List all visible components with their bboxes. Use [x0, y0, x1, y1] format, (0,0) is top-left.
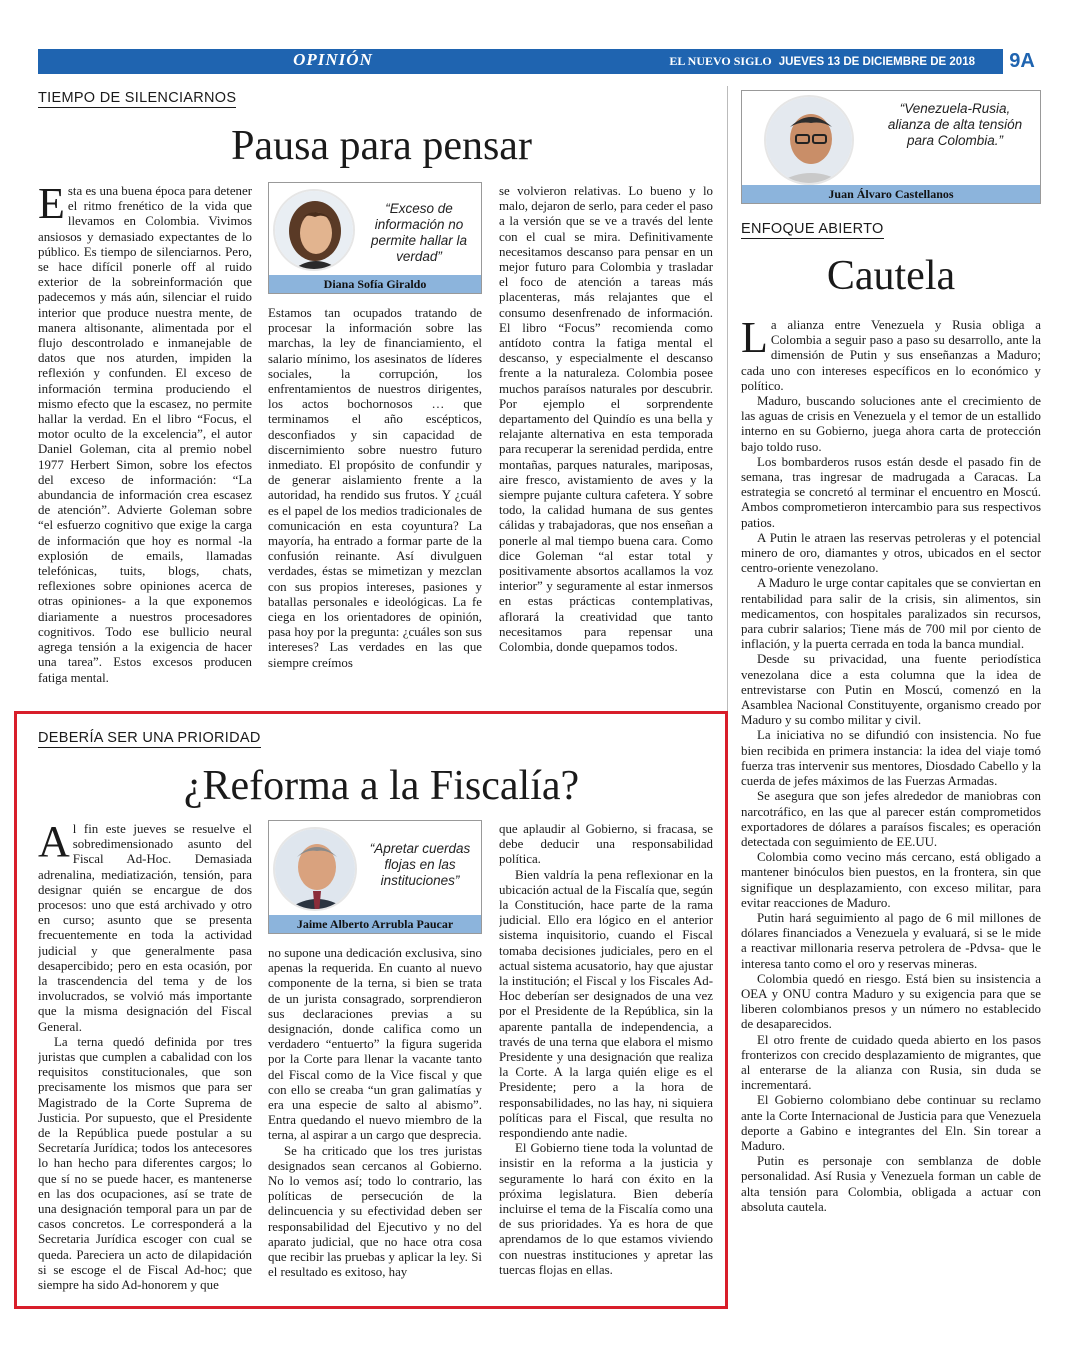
article2-col2-p1: no supone una dedicación exclusiva, sino apenas la requerida. En cuanto al nuevo componente de la terna, si bien se trata de un jurista consagrado, sorprendieron sus declaraciones previas a su designación, donde califica como un verdadero “entuerto” la figura sugerida por la Corte para llenar la vacante tanto del Fiscal como de la Vice fiscal y que con ello se creaba “un gran galimatías y era una especie de salto al abismo”. Entra quedando el nuevo miembro de la terna, al aspirar a un cargo que desprecia. — [268, 946, 482, 1143]
author-portrait-juan — [764, 95, 854, 185]
author-portrait-diana — [273, 189, 355, 271]
article3-p1: a alianza entre Venezuela y Rusia obliga a Colombia a seguir paso a paso su desarrollo, ante la dimensión de Putin y sus enseñanzas a Maduro; cada uno con intereses específicos en lo económico y político. — [741, 318, 1041, 393]
article3-kicker: ENFOQUE ABIERTO — [741, 221, 884, 237]
article1-column-1 — [38, 184, 252, 690]
article3-author-name: Juan Álvaro Castellanos — [742, 185, 1040, 203]
article1-kicker: TIEMPO DE SILENCIARNOS — [38, 90, 237, 106]
paper-name: EL NUEVO SIGLO — [669, 54, 772, 68]
article1-col1-p1: sta es una buena época para detener el ritmo frenético de la vida que llevamos en Colombia. Vivimos ansiosos y demasiado expectantes de lo público. Es tiempo de silenciarnos. Pero, se hace difícil ponerle off al ruido exterior de la sobreinformación que padecemos y más aún, silenciar el ruido interior que produce nuestra mente, de manera altisonante, alimentada por el flujo descontrolado e inmanejable de datos que nos aturden, impiden la reflexión y confunden. El exceso de información termina produciendo el mismo efecto que la escasez, no permite hallar la verdad. En el libro “Focus, el motor oculto de la excelencia”, el autor Daniel Goleman, cita al premio nobel 1977 Herbert Simon, sobre los efectos del exceso de información: “La abundancia de información crea escasez de atención”. Advierte Goleman sobre “el esfuerzo cognitivo que exige la carga de información que hoy es normal -la explosión de emails, llamadas telefónicas, tuits, blogs, chats, reflexiones sobre opiniones acerca de otras opiniones- a la que exponemos diariamente a nuestros procesadores cognitivos. Todo ese bullicio neural agrega tensión a la exigencia de hacer una tarea”. Estos excesos producen fatiga mental. — [38, 184, 252, 685]
article3-p4: A Putin le atraen las reservas petroleras y el potencial minero de oro, diamantes y otros, ubicados en el sector centro-oriente venezolano. — [741, 530, 1041, 576]
article3-headline: Cautela — [826, 253, 956, 299]
article2-col3-p3: El Gobierno tiene toda la voluntad de insistir en la reforma a la justicia y seguramente lo hará con éxito en la próxima legislatura. Bien debería incluirse el tema de la Fiscalía como una de sus prioridades. Ya es hora de que aprendamos de lo que estamos viviendo con nuestras instituciones y apretar las tuercas flojas en ellas. — [499, 1141, 713, 1277]
article2-column-2 — [268, 946, 482, 1298]
article1-column-3 — [499, 184, 713, 690]
article3-body — [741, 318, 1041, 1300]
article2-headline: ¿Reforma a la Fiscalía? — [183, 763, 580, 809]
article3-p13: El Gobierno colombiano debe continuar su reclamo ante la Corte Internacional de Justicia para que Venezuela deporte a Gabino e integrantes del Eln. Sin torear a Maduro. — [741, 1093, 1041, 1153]
article3-p9: Colombia como vecino más cercano, está obligado a mantener binóculos bien puestos, en la frontera, sin que signifique un desplazamiento, con exceso militar, para evitar reacciones de Maduro. — [741, 850, 1041, 910]
article3-dropcap: L — [741, 318, 768, 362]
masthead-bar — [38, 49, 1041, 74]
article2-column-3 — [499, 822, 713, 1298]
article3-p14: Putin es personaje con semblanza de doble personalidad. Así Rusia y Venezuela forman un cable de alta tensión para Colombia, obligada a actuar con absoluta cautela. — [741, 1154, 1041, 1214]
article2-col1-p1: l fin este jueves se resuelve el sobredimensionado asunto del Fiscal Ad-Hoc. Demasiada adrenalina, mediatización, tensión, para designar quién se encargue de dos procesos: uno que está archivado y otro en curso; asunto que se presenta frecuentemente en toda la actividad judicial y que generalmente pasa desapercibido; pero en esta ocasión, por la trascendencia del tema y de los involucrados, se volvió más importante que la misma designación del Fiscal General. — [38, 822, 252, 1034]
article2-col1-p2: La terna quedó definida por tres juristas que cumplen a cabalidad con los requisitos constitucionales, que son precisamente los mismos que para ser Magistrado de la Corte Suprema de Justicia. Por supuesto, que el Presidente de la República puede postular a su Secretaría Jurídica; todos los antecesores lo han hecho para diferentes cargos; lo que sí no se puede hacer, es mantenerse en las dos ocupaciones, así se trate de una designación temporal para un par de casos concretos. Le corresponderá a la Secretaria Jurídica escoger con cual se queda. Pareciera un acto de dilapidación si se escoge el de Fiscal Ad-hoc; que siempre ha sido Ad-honorem y que — [38, 1034, 252, 1293]
article3-p2: Maduro, buscando soluciones ante el crecimiento de las aguas de crisis en Venezuela y el temor de un estallido interno en su Gobierno, juega ahora carta de protección bajo toldo ruso. — [741, 394, 1041, 454]
article3-p3: Los bombarderos rusos están desde el pasado fin de semana, tras ingresar de madrugada a Caracas. La estrategia se concretó al terminar el encuentro en Moscú. Ambos comprometieron intercambio para sus respectivos patios. — [741, 454, 1041, 530]
article3-p7: La iniciativa no se difundió con insistencia. No fue bien recibida en primera instancia: la idea del viaje tomó fuerza tras intervenir sus mentores, Diosdado Cabello y la cuerda de jefes máximos de las Fuerzas Armadas. — [741, 728, 1041, 789]
article3-p10: Putin hará seguimiento al pago de 6 mil millones de dólares financiados a Venezuela y evaluará, si se le mide a reactivar millonaria reserva petrolera de -Pdvsa- que le interesa tanto como el oro y reservas mineras. — [741, 910, 1041, 971]
article3-p8: Se asegura que son jefes alrededor de maniobras con narcotráfico, en las que al parecer están comprometidos exportadores de dólares a paraísos fiscales; es operación detectada con seguimiento de EE.UU. — [741, 789, 1041, 849]
article3-p12: El otro frente de cuidado queda abierto en los pasos fronterizos con crecido desplazamiento de migrantes, que al enterarse de la alianza con Rusia, sin duda se incrementará. — [741, 1032, 1041, 1093]
article1-dropcap: E — [38, 184, 65, 228]
article3-p6: Desde su privacidad, una fuente periodística venezolana dice a esta columna que la idea de entrevistarse con Putin en Moscú, comenzó en la Asamblea Nacional Constituyente, organismo creado por Maduro y su combo militar y civil. — [741, 652, 1041, 728]
author-portrait-jaime — [273, 827, 357, 911]
article2-author-name: Jaime Alberto Arrubla Paucar — [269, 915, 481, 933]
article2-col2-p2: Se ha criticado que los tres juristas designados sean cercanos al Gobierno. No lo vemos así; todo lo contrario, las políticas de persecución de la delincuencia y su efectividad deben ser responsabilidad del Ejecutivo y no del aparato judicial, que no hace otra cosa que recibir las pruebas y aplicar la ley. Si el resultado es exitoso, hay — [268, 1143, 482, 1280]
article2-pull-quote: “Apretar cuerdas flojas en las instituciones” — [369, 841, 471, 888]
article1-col2-p1: Estamos tan ocupados tratando de procesar la información sobre las marchas, la ley de financiamiento, el salario mínimo, los asesinatos de líderes sociales, la corrupción, los enfrentamientos de nuestros dirigentes, los actos bochornosos … que terminamos el año escépticos, desconfiados y sin capacidad de discernimiento sobre nuestro futuro inmediato. El propósito de confundir y de generar aislamiento frente a la autoridad, ha rendido sus frutos. Y ¿cuál es el papel de los medios tradicionales de comunicación en esta coyuntura? La mayoría, ha entrado a formar parte de la confusión reinante. Así divulguen verdades, éstas se mimetizan y mezclan con sus propios intereses, pasiones y batallas personales e ideológicas. La fe ciega en los orientadores de opinión, pasa hoy por la pregunta: ¿cuáles son sus intereses? Las verdades en las que siempre creímos — [268, 306, 482, 670]
article3-pull-quote: “Venezuela-Rusia, alianza de alta tensión para Colombia.” — [887, 101, 1023, 148]
article2-col3-p1: que aplaudir al Gobierno, si fracasa, se debe deducir una responsabilidad política. — [499, 822, 713, 867]
section-name: OPINIÓN — [293, 50, 373, 69]
article2-author-box — [268, 820, 482, 934]
article2-kicker: DEBERÍA SER UNA PRIORIDAD — [38, 730, 261, 746]
article3-author-box — [741, 90, 1041, 204]
article2-dropcap: A — [38, 822, 70, 866]
article2-col3-p2: Bien valdría la pena reflexionar en la ubicación actual de la Fiscalía que, según la Constitución, hace parte de la rama judicial. Ello era lógico en el anterior sistema inquisitorio, cuando el Fiscal tomaba decisiones judiciales, pero en el actual sistema acusatorio, hay que ajustar la institución; el Fiscal y los Fiscales Ad-Hoc deberían ser designados de una vez por el Presidente de la República, sin la aparente pantalla de independencia, a través de una terna que elabora el mismo Presidente y una designación que realiza la Corte. A la larga quién elige es el Presidente; pero a la hora de responsabilidades, no las hay, ni siquiera políticas para el Fiscal, que resulta no respondiendo ante nadie. — [499, 867, 713, 1141]
article3-p11: Colombia quedó en riesgo. Está bien su insistencia a OEA y ONU contra Maduro y su exigencia para que se liberen colombianos presos y un número no establecido de desaparecidos. — [741, 971, 1041, 1032]
article1-author-box — [268, 182, 482, 294]
article3-p5: A Maduro le urge contar capitales que se conviertan en rentabilidad para salir de la crisis, sin alimentos, sin medicamentos, con hospitales paralizados sin recursos, para cubrir salarios; Tiene más de 700 mil por ciento de inflación, y la puerta cerrada en toda la banca mundial. — [741, 576, 1041, 652]
paper-name-date — [669, 54, 975, 69]
article1-col3-p1: se volvieron relativas. Lo bueno y lo malo, dejaron de serlo, para ceder el paso a la versión que se ve a través del lente con el cual se mira. Definitivamente necesitamos descanso para pensar en un mejor futuro para Colombia y trasladar el foco de atención a tareas más placenteras, más relajantes que el consumo desenfrenado de información. El libro “Focus” recomienda como antídoto contra la fatiga mental el descanso, y especialmente el descanso frente a la naturaleza. Colombia posee muchos paraísos naturales por descubrir. Por ejemplo el sorprendente departamento del Quindío es una bella y relajante alternativa en esta temporada para recuperar la serenidad perdida, entre montañas, parques naturales, mariposas, aire fresco, avistamiento de aves y la siempre pujante cultura cafetera. Y sobre todo, la calidad humana de sus gentes cálidas y trabajadoras, que nos enseñan a ponerle al mal tiempo buena cara. Como dice Goleman “al estar total y positivamente absortos acallamos la voz interior” y seguramente al estar inmersos en estas prácticas contemplativas, aflorará la creatividad que tanto necesitamos para repensar una Colombia, donde quepamos todos. — [499, 184, 713, 655]
article1-pull-quote: “Exceso de información no permite hallar la verdad” — [370, 201, 468, 264]
article1-author-name: Diana Sofía Giraldo — [269, 275, 481, 293]
article2-column-1 — [38, 822, 252, 1298]
article1-column-2 — [268, 306, 482, 690]
article1-headline: Pausa para pensar — [231, 123, 532, 169]
page-number: 9A — [1003, 49, 1041, 74]
issue-date: JUEVES 13 DE DICIEMBRE DE 2018 — [778, 56, 975, 68]
